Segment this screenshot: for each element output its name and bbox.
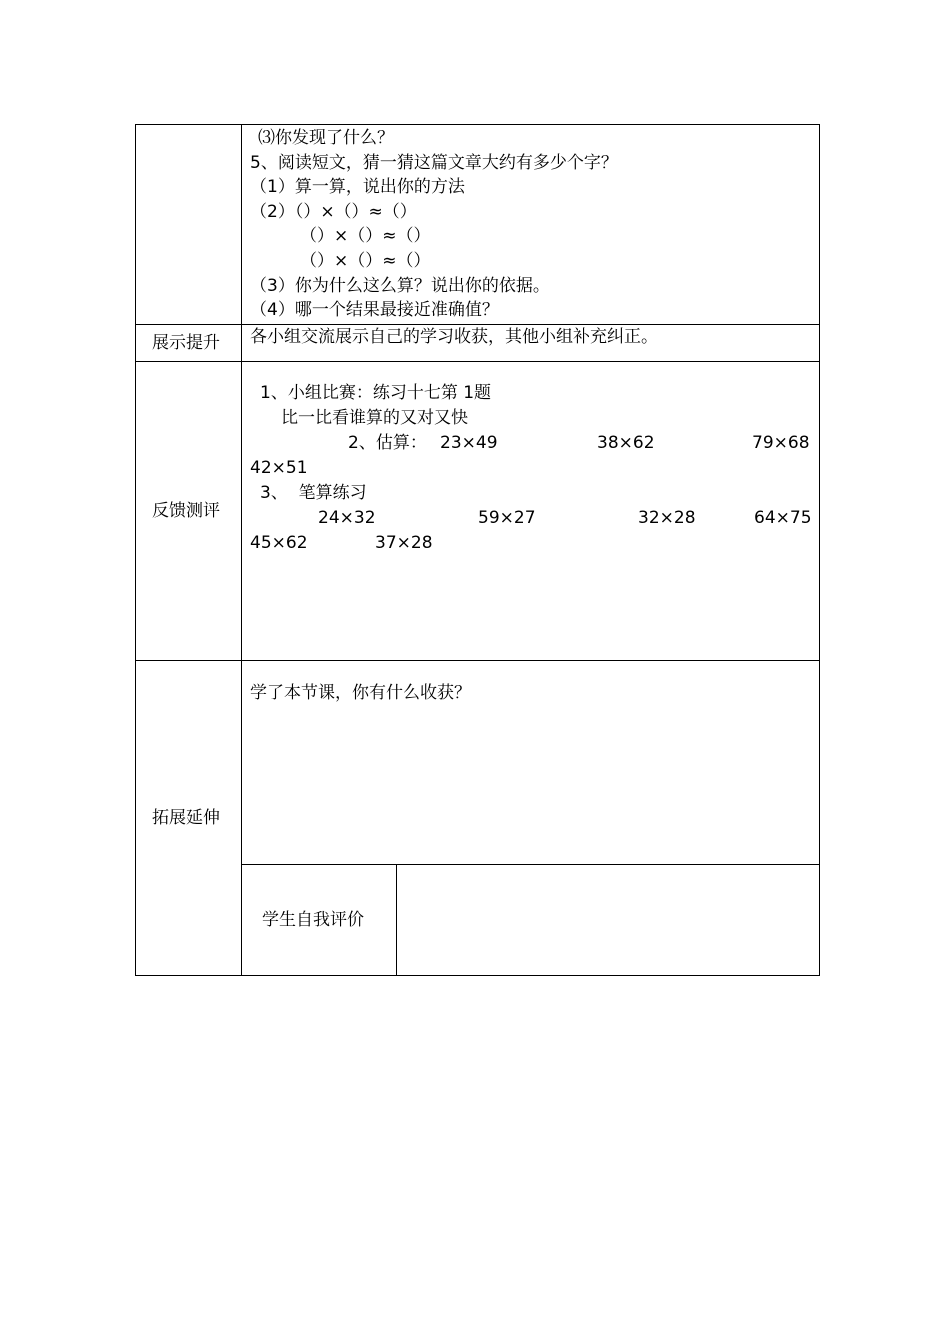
estimate-2: 38×62 — [597, 433, 655, 453]
self-eval-label: 学生自我评价 — [262, 910, 364, 930]
top-line-8: （4）哪一个结果最接近准确值？ — [250, 300, 499, 320]
exercise-6: 37×28 — [375, 533, 433, 553]
exercise-5: 45×62 — [250, 533, 308, 553]
top-line-6: （）×（）≈（） — [300, 251, 431, 271]
exercise-1: 24×32 — [318, 508, 376, 528]
estimate-1: 23×49 — [440, 433, 498, 453]
extend-label: 拓展延伸 — [152, 808, 220, 828]
top-line-2: 5、阅读短文，猜一猜这篇文章大约有多少个字？ — [250, 153, 618, 173]
table-border-bottom — [135, 975, 820, 976]
table-border-right — [819, 124, 820, 976]
exercise-3: 32×28 — [638, 508, 696, 528]
inner-divider — [241, 864, 820, 865]
feedback-item-2-prefix: 2、估算： — [348, 433, 427, 453]
estimate-4: 42×51 — [250, 458, 308, 478]
top-line-5: （）×（）≈（） — [300, 226, 431, 246]
top-line-4: （2）（）×（）≈（） — [250, 202, 417, 222]
top-line-7: （3）你为什么这么算？说出你的依据。 — [250, 276, 550, 296]
row-divider-1 — [135, 324, 820, 325]
self-eval-divider — [396, 864, 397, 976]
row-divider-3 — [135, 660, 820, 661]
show-content: 各小组交流展示自己的学习收获，其他小组补充纠正。 — [250, 327, 658, 347]
estimate-3: 79×68 — [752, 433, 810, 453]
table-border-top — [135, 124, 820, 125]
feedback-label: 反馈测评 — [152, 501, 220, 521]
label-column-divider — [241, 124, 242, 976]
feedback-item-3: 3、 笔算练习 — [260, 483, 367, 503]
top-line-1: ⑶你发现了什么？ — [258, 128, 394, 148]
feedback-item-1-sub: 比一比看谁算的又对又快 — [281, 408, 468, 428]
exercise-2: 59×27 — [478, 508, 536, 528]
top-line-3: （1）算一算，说出你的方法 — [250, 177, 465, 197]
feedback-item-1: 1、小组比赛：练习十七第 1题 — [260, 383, 492, 403]
exercise-4: 64×75 — [754, 508, 812, 528]
extend-question: 学了本节课，你有什么收获？ — [250, 683, 471, 703]
row-divider-2 — [135, 361, 820, 362]
table-border-left — [135, 124, 136, 976]
show-label: 展示提升 — [152, 333, 220, 353]
